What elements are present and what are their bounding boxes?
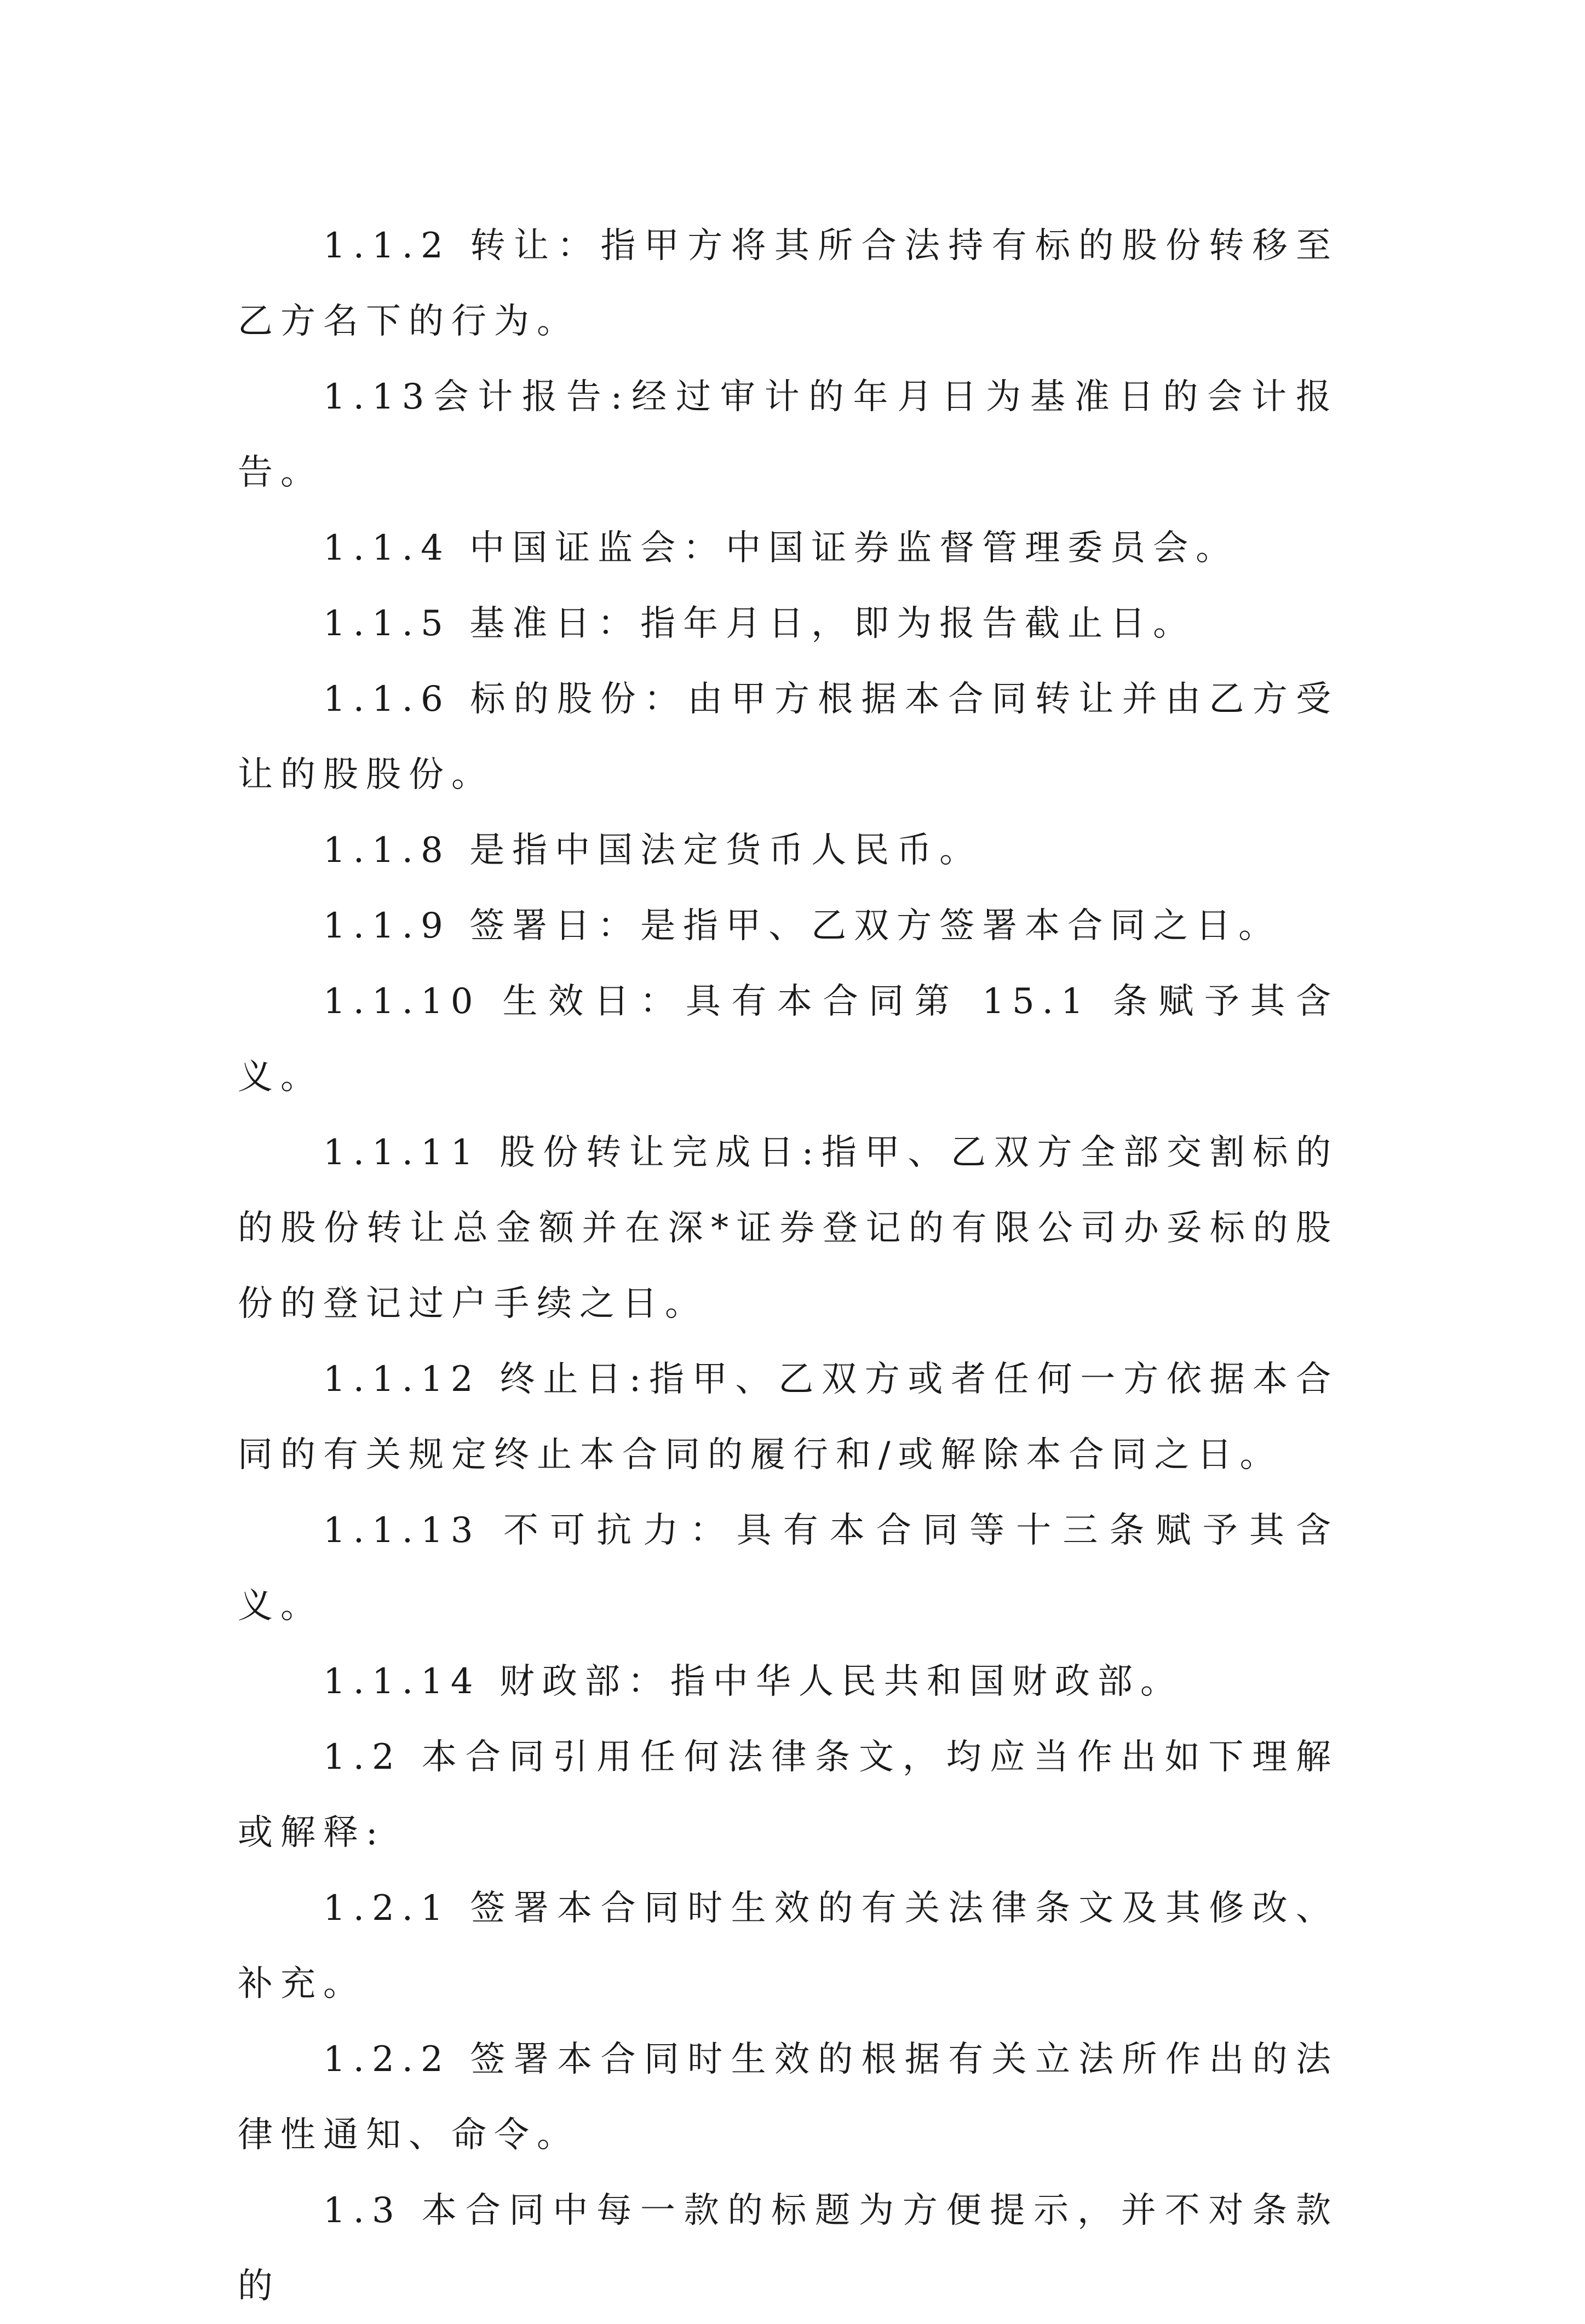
clause-1-1-3: 1.13会计报告:经过审计的年月日为基准日的会计报告。 <box>238 377 1339 493</box>
clause-1-1-12: 1.1.12 终止日:指甲、乙双方或者任何一方依据本合同的有关规定终止本合同的履行和/或解除本合同之日。 <box>238 1359 1339 1475</box>
clause-1-1-6: 1.1.6 标的股份：由甲方根据本合同转让并由乙方受让的股股份。 <box>238 679 1339 795</box>
clause-1-1-14: 1.1.14 财政部：指中华人民共和国财政部。 <box>323 1661 1183 1702</box>
clause-1-1-4: 1.1.4 中国证监会：中国证券监督管理委员会。 <box>323 528 1239 568</box>
clause-1-1-10: 1.1.10 生效日：具有本合同第 15.1 条赋予其含义。 <box>238 981 1339 1097</box>
clause-1-1-2: 1.1.2 转让：指甲方将其所合法持有标的股份转移至乙方名下的行为。 <box>238 226 1339 342</box>
clause-1-2-1: 1.2.1 签署本合同时生效的有关法律条文及其修改、补充。 <box>238 1888 1339 2004</box>
clause-1-2-2: 1.2.2 签署本合同时生效的根据有关立法所作出的法律性通知、命令。 <box>238 2039 1339 2155</box>
clause-1-1-13: 1.1.13 不可抗力：具有本合同等十三条赋予其含义。 <box>238 1510 1339 1626</box>
clause-1-1-11: 1.1.11 股份转让完成日:指甲、乙双方全部交割标的的股份转让总金额并在深*证券登记的有限公司办妥标的股份的登记过户手续之日。 <box>238 1132 1339 1324</box>
clause-1-1-5: 1.1.5 基准日：指年月日，即为报告截止日。 <box>323 603 1196 644</box>
clause-1-1-8: 1.1.8 是指中国法定货币人民币。 <box>323 830 983 871</box>
document-body <box>238 208 1339 2324</box>
clause-1-2: 1.2 本合同引用任何法律条文，均应当作出如下理解或解释: <box>238 1737 1339 1853</box>
clause-1-1-9: 1.1.9 签署日：是指甲、乙双方签署本合同之日。 <box>323 906 1282 946</box>
clause-1-3: 1.3 本合同中每一款的标题为方便提示，并不对条款的 <box>238 2190 1339 2306</box>
